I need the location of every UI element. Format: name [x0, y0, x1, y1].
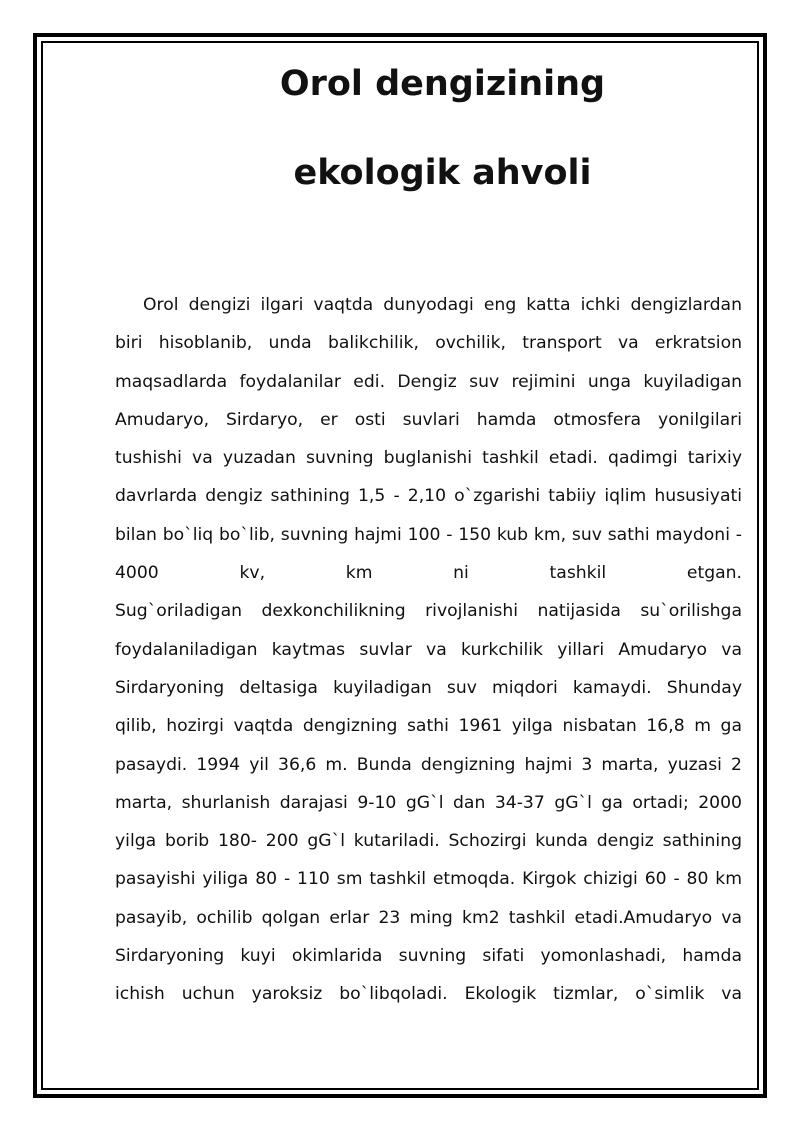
paragraph-line: Sirdaryoning kuyi okimlarida suvning sifati yomonlashadi, hamda [115, 946, 742, 967]
document-title-line-2: ekologik ahvoli [293, 153, 592, 193]
paragraph-line: marta, shurlanish darajasi 9-10 gG`l dan 34-37 gG`l ga ortadi; 2000 [115, 792, 742, 813]
paragraph-line: ichish uchun yaroksiz bo`libqoladi. Ekologik tizmlar, o`simlik va [115, 984, 742, 1005]
paragraph-line: davrlarda dengiz sathining 1,5 - 2,10 o`zgarishi tabiiy iqlim hususiyati [115, 486, 742, 507]
paragraph-line: pasaydi. 1994 yil 36,6 m. Bunda dengizning hajmi 3 marta, yuzasi 2 [115, 754, 742, 775]
paragraph-line: 4000 kv, km ni tashkil etgan. [115, 563, 742, 584]
paragraph-line: qilib, hozirgi vaqtda dengizning sathi 1961 yilga nisbatan 16,8 m ga [115, 716, 742, 737]
paragraph-line: Amudaryo, Sirdaryo, er osti suvlari hamda otmosfera yonilgilari [115, 409, 742, 430]
paragraph-line: Orol dengizi ilgari vaqtda dunyodagi eng katta ichki dengizlardan [143, 295, 742, 315]
paragraph-line: pasayishi yiliga 80 - 110 sm tashkil etmoqda. Kirgok chizigi 60 - 80 km [115, 869, 742, 890]
paragraph-line: Sirdaryoning deltasiga kuyiladigan suv miqdori kamaydi. Shunday [115, 677, 742, 698]
paragraph-line: yilga borib 180- 200 gG`l kutariladi. Schozirgi kunda dengiz sathining [115, 831, 742, 852]
paragraph-line: Sug`oriladigan dexkonchilikning rivojlanishi natijasida su`orilishga [115, 601, 742, 622]
paragraph-line: tushishi va yuzadan suvning buglanishi tashkil etadi. qadimgi tarixiy [115, 448, 742, 469]
paragraph-line: foydalaniladigan kaytmas suvlar va kurkchilik yillari Amudaryo va [115, 639, 742, 660]
document-body [115, 286, 742, 1014]
document-title-line-1: Orol dengizining [279, 64, 606, 104]
paragraph-line: bilan bo`liq bo`lib, suvning hajmi 100 - 150 kub km, suv sathi maydoni - [115, 524, 742, 545]
paragraph-line: pasayib, ochilib qolgan erlar 23 ming km2 tashkil etadi.Amudaryo va [115, 907, 742, 928]
paragraph-line: biri hisoblanib, unda balikchilik, ovchilik, transport va erkratsion [115, 333, 742, 354]
paragraph-line: maqsadlarda foydalanilar edi. Dengiz suv rejimini unga kuyiladigan [115, 371, 742, 392]
